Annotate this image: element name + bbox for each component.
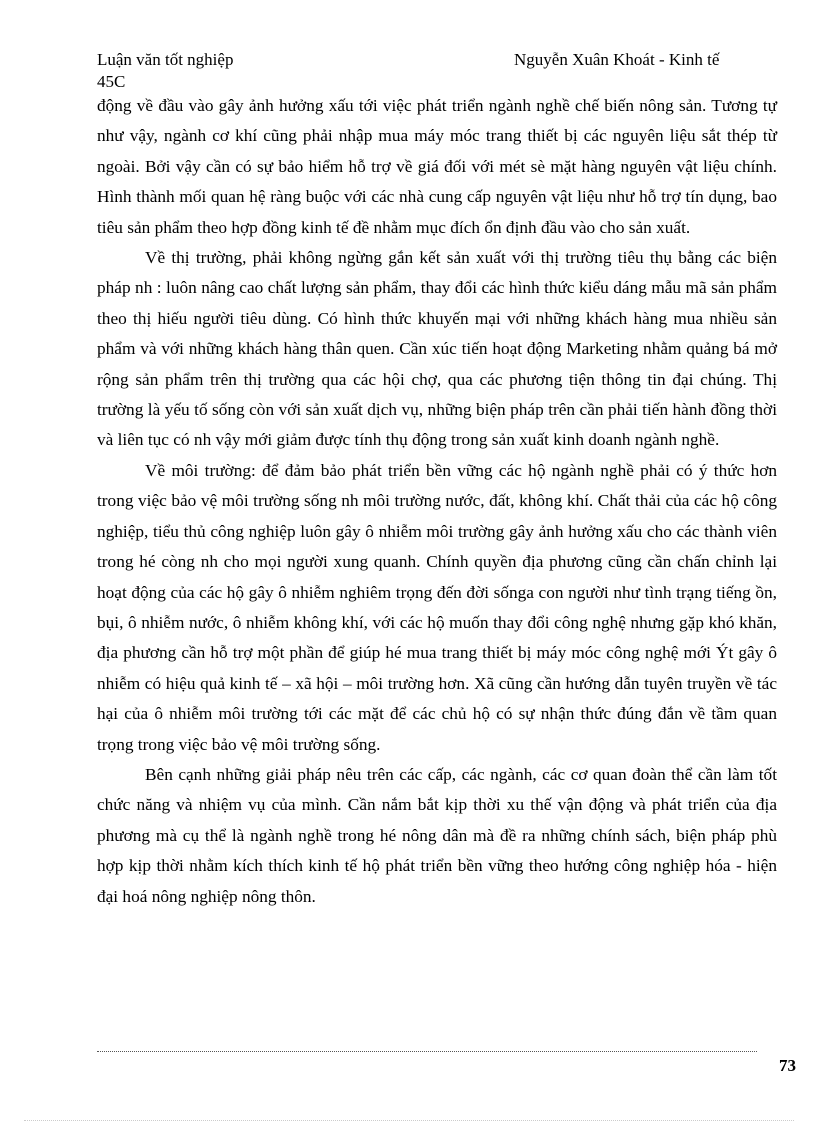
header-author-name: Nguyễn Xuân Khoát - Kinh tế	[514, 50, 720, 69]
paragraph-other-solutions: Bên cạnh những giải pháp nêu trên các cấp, các ngành, các cơ quan đoàn thể cần làm tốt chức năng và nhiệm vụ của mình. Cần nắm bắt kịp thời xu thế vận động và phát triển của địa phương mà cụ thể là ngành nghề trong hé nông dân mà đề ra những chính sách, biện pháp phù hợp kịp thời nhằm kích thích kinh tế hộ phát triển bền vững theo hướng công nghiệp hóa - hiện đại hoá nông nghiệp nông thôn.	[97, 764, 777, 906]
page-bottom-divider	[24, 1120, 794, 1121]
footer-divider	[97, 1051, 757, 1052]
body-text	[97, 91, 777, 912]
header-thesis-title: Luận văn tốt nghiệp	[97, 50, 234, 69]
paragraph-input-supply: động về đầu vào gây ảnh hưởng xấu tới việc phát triển ngành nghề chế biến nông sản. Tương tự như vậy, ngành cơ khí cũng phải nhập mua máy móc trang thiết bị các nguyên liệu sắt thép từ ngoài. Bởi vậy cần có sự bảo hiểm hỗ trợ về giá đối với mét sè mặt hàng nguyên vật liệu chính. Hình thành mối quan hệ ràng buộc với các nhà cung cấp nguyên vật liệu như hỗ trợ tín dụng, bao tiêu sản phẩm theo hợp đồng kinh tế đề nhằm mục đích ổn định đầu vào cho sản xuất.	[97, 96, 777, 237]
paragraph-market: Về thị trường, phải không ngừng gắn kết sản xuất với thị trường tiêu thụ bằng các biện pháp nh : luôn nâng cao chất lượng sản phẩm, thay đổi các hình thức kiểu dáng mẫu mã sản phẩm theo thị hiếu người tiêu dùng. Có hình thức khuyến mại với những khách hàng mua nhiều sản phẩm và với những khách hàng thân quen. Cần xúc tiến hoạt động Marketing nhằm quảng bá mở rộng sản phẩm trên thị trường qua các hội chợ, qua các phương tiện thông tin đại chúng. Thị trường là yếu tố sống còn với sản xuất dịch vụ, những biện pháp trên cần phải tiến hành đồng thời và liên tục có nh vậy mới giảm được tính thụ động trong sản xuất kinh doanh ngành nghề.	[97, 248, 777, 450]
page-number: 73	[779, 1056, 796, 1075]
header-class-code: 45C	[97, 72, 126, 91]
paragraph-environment: Về môi trường: để đảm bảo phát triển bền vững các hộ ngành nghề phải có ý thức hơn trong việc bảo vệ môi trường sống nh môi trường nước, đất, không khí. Chất thải của các hộ công nghiệp, tiểu thủ công nghiệp luôn gây ô nhiễm môi trường gây ảnh hưởng xấu cho các thành viên trong hé còng nh cho mọi người xung quanh. Chính quyền địa phương cũng cần chấn chỉnh lại hoạt động của các hộ gây ô nhiễm nghiêm trọng đến đời sốnga con người như tình trạng tiếng ồn, bụi, ô nhiễm nước, ô nhiễm không khí, với các hộ muốn thay đổi công nghệ nhưng gặp khó khăn, địa phương cần hỗ trợ một phần để giúp hé mua trang thiết bị máy móc công nghệ mới Ýt gây ô nhiễm có hiệu quả kinh tế – xã hội – môi trường hơn. Xã cũng cần hướng dẫn tuyên truyền về tác hại của ô nhiễm môi trường tới các mặt để các chủ hộ có sự nhận thức đúng đắn về tầm quan trọng trong việc bảo vệ môi trường sống.	[97, 460, 777, 754]
